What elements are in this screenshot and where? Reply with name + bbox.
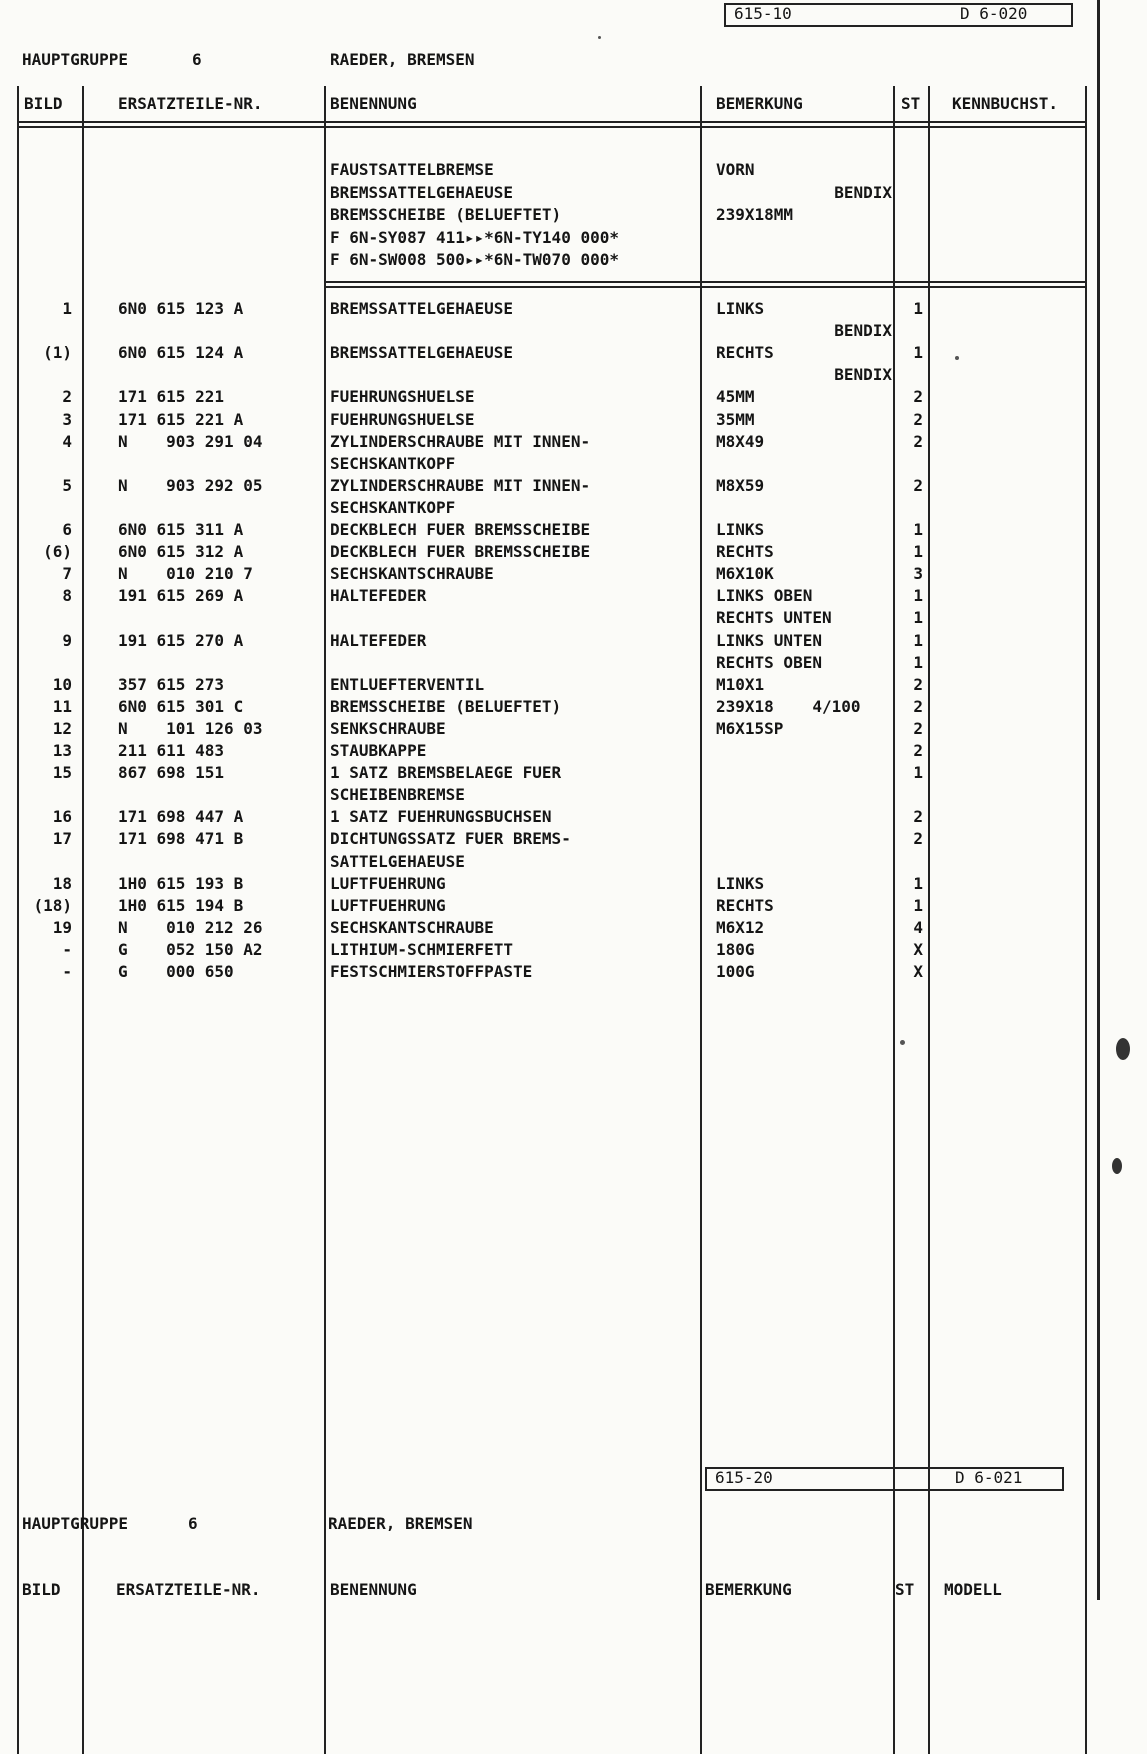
column-header-modell-2: MODELL bbox=[944, 1580, 1002, 1599]
cell-bild: (6) bbox=[43, 542, 72, 562]
cell-benennung: BREMSSATTELGEHAEUSE bbox=[330, 182, 514, 202]
cell-bild: 1 bbox=[62, 299, 72, 318]
group-title-2: RAEDER, BREMSEN bbox=[328, 1514, 473, 1533]
cell-bemerkung: BENDIX bbox=[834, 321, 892, 341]
cell-ersatzteile-nr: 6N0 615 301 C bbox=[118, 696, 244, 716]
cell-bild: 15 bbox=[52, 763, 72, 783]
scan-speck bbox=[900, 1040, 905, 1045]
cell-benennung: SECHSKANTKOPF bbox=[330, 497, 456, 517]
cell-benennung: SECHSKANTKOPF bbox=[330, 453, 456, 473]
cell-bild: 8 bbox=[62, 586, 72, 606]
cell-ersatzteile-nr: N 010 212 26 bbox=[118, 917, 263, 937]
cell-benennung: SCHEIBENBREMSE bbox=[330, 785, 465, 805]
scan-speck bbox=[1112, 1158, 1122, 1174]
cell-bild: 7 bbox=[62, 564, 72, 584]
cell-ersatzteile-nr: 211 611 483 bbox=[118, 741, 224, 760]
cell-benennung: ZYLINDERSCHRAUBE MIT INNEN- bbox=[330, 431, 591, 451]
cell-st: 2 bbox=[913, 409, 923, 429]
column-header-benennung: BENENNUNG bbox=[330, 94, 417, 113]
cell-ersatzteile-nr: G 052 150 A2 bbox=[118, 939, 263, 959]
cell-bild: - bbox=[62, 962, 72, 981]
cell-st: 1 bbox=[913, 299, 923, 318]
cell-benennung: DECKBLECH FUER BREMSSCHEIBE bbox=[330, 542, 591, 562]
intro-rule-double bbox=[325, 286, 1085, 288]
column-separator bbox=[700, 86, 702, 1754]
column-separator bbox=[928, 86, 930, 1754]
cell-st: 2 bbox=[913, 674, 923, 694]
cell-benennung: F 6N-SY087 411▸▸*6N-TY140 000* bbox=[330, 227, 619, 247]
cell-ersatzteile-nr: N 903 292 05 bbox=[118, 475, 263, 495]
cell-st: 1 bbox=[913, 343, 923, 363]
cell-benennung: BREMSSATTELGEHAEUSE bbox=[330, 299, 514, 318]
cell-benennung: SATTELGEHAEUSE bbox=[330, 851, 465, 871]
cell-benennung: SECHSKANTSCHRAUBE bbox=[330, 564, 494, 584]
cell-ersatzteile-nr: 1H0 615 194 B bbox=[118, 895, 244, 915]
cell-st: X bbox=[913, 939, 923, 959]
cell-st: 1 bbox=[913, 608, 923, 628]
cell-benennung: FUEHRUNGSHUELSE bbox=[330, 409, 475, 429]
cell-benennung: FAUSTSATTELBREMSE bbox=[330, 160, 494, 179]
scan-speck bbox=[955, 356, 959, 360]
column-header-st: ST bbox=[901, 94, 921, 113]
cell-bemerkung: VORN bbox=[716, 160, 755, 179]
cell-st: 2 bbox=[913, 696, 923, 716]
cell-st: 3 bbox=[913, 564, 923, 584]
cell-bild: 9 bbox=[62, 630, 72, 650]
cell-bild: (1) bbox=[43, 343, 72, 363]
cell-st: 1 bbox=[913, 895, 923, 915]
cell-bild: 4 bbox=[62, 431, 72, 451]
column-header-bild-2: BILD bbox=[22, 1580, 61, 1599]
cell-ersatzteile-nr: 171 698 471 B bbox=[118, 829, 244, 849]
cell-benennung: ENTLUEFTERVENTIL bbox=[330, 674, 485, 694]
column-header-kennbuchst: KENNBUCHST. bbox=[952, 94, 1058, 113]
cell-st: 1 bbox=[913, 630, 923, 650]
cell-bild: 19 bbox=[52, 917, 72, 937]
cell-bemerkung: 180G bbox=[716, 939, 755, 959]
cell-bemerkung: BENDIX bbox=[834, 365, 892, 385]
cell-st: 2 bbox=[913, 431, 923, 451]
cell-bemerkung: 239X18MM bbox=[716, 205, 794, 224]
cell-benennung: DECKBLECH FUER BREMSSCHEIBE bbox=[330, 520, 591, 539]
cell-benennung: FUEHRUNGSHUELSE bbox=[330, 387, 475, 407]
page-edge-line bbox=[1097, 0, 1100, 1600]
group-title: RAEDER, BREMSEN bbox=[330, 50, 475, 69]
cell-benennung: DICHTUNGSSATZ FUER BREMS- bbox=[330, 829, 571, 849]
cell-ersatzteile-nr: 357 615 273 bbox=[118, 674, 224, 694]
cell-benennung: 1 SATZ BREMSBELAEGE FUER bbox=[330, 763, 562, 783]
cell-bild: 2 bbox=[62, 387, 72, 407]
cell-benennung: FESTSCHMIERSTOFFPASTE bbox=[330, 962, 533, 981]
cell-ersatzteile-nr: N 903 291 04 bbox=[118, 431, 263, 451]
cell-benennung: 1 SATZ FUEHRUNGSBUCHSEN bbox=[330, 807, 552, 827]
page-reference-2: D 6-021 bbox=[955, 1468, 1023, 1487]
cell-ersatzteile-nr: 6N0 615 123 A bbox=[118, 299, 244, 318]
cell-benennung: BREMSSCHEIBE (BELUEFTET) bbox=[330, 696, 562, 716]
cell-st: 2 bbox=[913, 807, 923, 827]
column-header-bemerkung: BEMERKUNG bbox=[716, 94, 803, 113]
cell-bemerkung: M10X1 bbox=[716, 674, 765, 694]
cell-bild: 13 bbox=[52, 741, 72, 760]
cell-ersatzteile-nr: 1H0 615 193 B bbox=[118, 873, 244, 893]
column-separator bbox=[82, 86, 84, 1754]
reference-code: 615-10 bbox=[734, 4, 792, 23]
cell-bemerkung: 45MM bbox=[716, 387, 755, 407]
header-rule-double bbox=[18, 126, 1085, 128]
cell-st: 2 bbox=[913, 741, 923, 760]
cell-bemerkung: 100G bbox=[716, 962, 755, 981]
cell-ersatzteile-nr: 191 615 269 A bbox=[118, 586, 244, 606]
column-header-ersatzteile-nr: ERSATZTEILE-NR. bbox=[118, 94, 263, 113]
scan-speck bbox=[598, 36, 601, 39]
cell-st: 1 bbox=[913, 873, 923, 893]
cell-benennung: LUFTFUEHRUNG bbox=[330, 873, 446, 893]
cell-st: 1 bbox=[913, 763, 923, 783]
cell-bemerkung: LINKS bbox=[716, 299, 765, 318]
cell-ersatzteile-nr: 6N0 615 124 A bbox=[118, 343, 244, 363]
page-reference: D 6-020 bbox=[960, 4, 1028, 23]
cell-bemerkung: BENDIX bbox=[834, 182, 892, 202]
main-group-number: 6 bbox=[192, 50, 202, 69]
cell-ersatzteile-nr: 171 615 221 bbox=[118, 387, 224, 407]
cell-ersatzteile-nr: 6N0 615 312 A bbox=[118, 542, 244, 562]
cell-ersatzteile-nr: 867 698 151 bbox=[118, 763, 224, 783]
cell-bild: 16 bbox=[52, 807, 72, 827]
cell-bemerkung: M6X10K bbox=[716, 564, 774, 584]
cell-benennung: BREMSSATTELGEHAEUSE bbox=[330, 343, 514, 363]
cell-bild: 17 bbox=[52, 829, 72, 849]
cell-st: 1 bbox=[913, 652, 923, 672]
column-header-ersatzteile-nr-2: ERSATZTEILE-NR. bbox=[116, 1580, 261, 1599]
cell-st: 1 bbox=[913, 586, 923, 606]
cell-ersatzteile-nr: 6N0 615 311 A bbox=[118, 520, 244, 539]
cell-st: 1 bbox=[913, 542, 923, 562]
cell-bemerkung: RECHTS bbox=[716, 542, 774, 562]
cell-benennung: HALTEFEDER bbox=[330, 586, 427, 606]
reference-code-2: 615-20 bbox=[715, 1468, 773, 1487]
cell-st: 1 bbox=[913, 520, 923, 539]
cell-benennung: HALTEFEDER bbox=[330, 630, 427, 650]
cell-bemerkung: RECHTS OBEN bbox=[716, 652, 822, 672]
cell-st: 2 bbox=[913, 718, 923, 738]
cell-bemerkung: M8X49 bbox=[716, 431, 765, 451]
cell-bemerkung: RECHTS UNTEN bbox=[716, 608, 832, 628]
cell-bemerkung: M8X59 bbox=[716, 475, 765, 495]
cell-st: 2 bbox=[913, 387, 923, 407]
main-group-number-2: 6 bbox=[188, 1514, 198, 1533]
cell-benennung: ZYLINDERSCHRAUBE MIT INNEN- bbox=[330, 475, 591, 495]
cell-ersatzteile-nr: 171 698 447 A bbox=[118, 807, 244, 827]
cell-ersatzteile-nr: N 101 126 03 bbox=[118, 718, 263, 738]
cell-bild: 10 bbox=[52, 674, 72, 694]
cell-ersatzteile-nr: G 000 650 bbox=[118, 962, 234, 981]
column-separator bbox=[893, 86, 895, 1754]
cell-bild: 3 bbox=[62, 409, 72, 429]
column-header-bild: BILD bbox=[24, 94, 63, 113]
intro-rule bbox=[325, 281, 1085, 283]
cell-st: 2 bbox=[913, 829, 923, 849]
cell-st: X bbox=[913, 962, 923, 981]
cell-ersatzteile-nr: 171 615 221 A bbox=[118, 409, 244, 429]
column-header-bemerkung-2: BEMERKUNG bbox=[705, 1580, 792, 1599]
cell-bemerkung: LINKS bbox=[716, 520, 765, 539]
cell-bild: 11 bbox=[52, 696, 72, 716]
cell-bild: - bbox=[62, 939, 72, 959]
table-left-border bbox=[17, 86, 19, 1754]
cell-bild: 6 bbox=[62, 520, 72, 539]
cell-benennung: STAUBKAPPE bbox=[330, 741, 427, 760]
cell-bemerkung: M6X15SP bbox=[716, 718, 784, 738]
cell-benennung: LUFTFUEHRUNG bbox=[330, 895, 446, 915]
cell-ersatzteile-nr: N 010 210 7 bbox=[118, 564, 253, 584]
cell-bild: 12 bbox=[52, 718, 72, 738]
cell-bild: (18) bbox=[33, 895, 72, 915]
main-group-label: HAUPTGRUPPE bbox=[22, 50, 128, 69]
cell-bemerkung: LINKS OBEN bbox=[716, 586, 813, 606]
cell-bemerkung: RECHTS bbox=[716, 343, 774, 363]
cell-bemerkung: LINKS bbox=[716, 873, 765, 893]
column-separator bbox=[324, 86, 326, 1754]
main-group-label-2: HAUPTGRUPPE bbox=[22, 1514, 128, 1533]
cell-benennung: SENKSCHRAUBE bbox=[330, 718, 446, 738]
column-header-benennung-2: BENENNUNG bbox=[330, 1580, 417, 1599]
header-rule bbox=[18, 121, 1085, 123]
cell-benennung: SECHSKANTSCHRAUBE bbox=[330, 917, 494, 937]
cell-bild: 5 bbox=[62, 475, 72, 495]
cell-ersatzteile-nr: 191 615 270 A bbox=[118, 630, 244, 650]
cell-st: 4 bbox=[913, 917, 923, 937]
cell-benennung: BREMSSCHEIBE (BELUEFTET) bbox=[330, 205, 562, 224]
cell-benennung: F 6N-SW008 500▸▸*6N-TW070 000* bbox=[330, 250, 619, 269]
cell-benennung: LITHIUM-SCHMIERFETT bbox=[330, 939, 514, 959]
cell-bemerkung: 35MM bbox=[716, 409, 755, 429]
table-right-border bbox=[1085, 86, 1087, 1754]
cell-bemerkung: M6X12 bbox=[716, 917, 765, 937]
column-header-st-2: ST bbox=[895, 1580, 915, 1599]
cell-bemerkung: RECHTS bbox=[716, 895, 774, 915]
cell-bemerkung: 239X18 4/100 bbox=[716, 696, 861, 716]
cell-bild: 18 bbox=[52, 873, 72, 893]
cell-bemerkung: LINKS UNTEN bbox=[716, 630, 822, 650]
cell-st: 2 bbox=[913, 475, 923, 495]
scan-speck bbox=[1116, 1038, 1130, 1060]
